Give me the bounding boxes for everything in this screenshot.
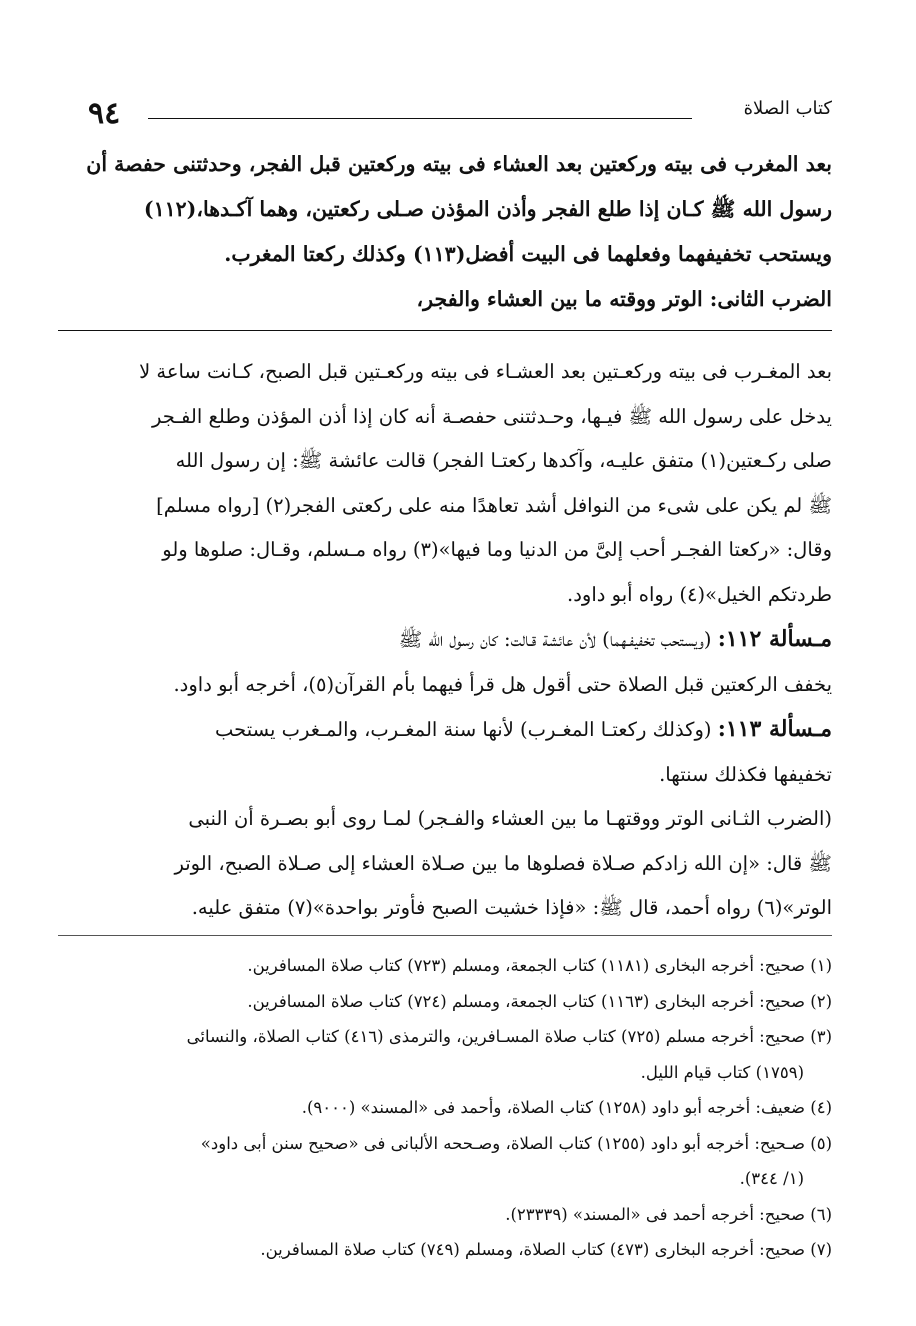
matn-line: رسول الله ﷺ كـان إذا طلع الفجر وأذن المؤذن صـلى ركعتين، وهما آكـدها،(١١٢) — [143, 197, 832, 221]
commentary-line: ﷺ لم يكن على شىء من النوافل أشد تعاهدًا منه على ركعتى الفجر(٢) [رواه مسلم] — [156, 493, 832, 517]
commentary-line: (الضرب الثـانى الوتر ووقتهـا ما بين العشاء والفـجر) لمـا روى أبو بصـرة أن النبى — [188, 807, 832, 830]
page-header — [88, 96, 832, 136]
commentary-line: طردتكم الخيل»(٤) رواه أبو داود. — [567, 582, 832, 606]
footnote: (٧) صحيح: أخرجه البخارى (٤٧٣) كتاب الصلاة، ومسلم (٧٤٩) كتاب صلاة المسافرين. — [260, 1240, 832, 1259]
commentary-line: يدخل على رسول الله ﷺ فيـها، وحـدثتنى حفصـة أنه كان إذا أذن المؤذن وطلع الفـجر — [152, 404, 832, 428]
footnote: (٢) صحيح: أخرجه البخارى (١١٦٣) كتاب الجمعة، ومسلم (٧٢٤) كتاب صلاة المسافرين. — [247, 991, 832, 1011]
commentary-line: يخفف الركعتين قبل الصلاة حتى أقول هل قرأ فيهما بأم القرآن(٥)، أخرجه أبو داود. — [173, 672, 832, 696]
masala-112-text: (ويستحب تخفيفـهما) لأن عائشة قـالت: كان رسول الله ﷺ — [398, 628, 712, 651]
commentary-line: تخفيفها فكذلك سنتها. — [659, 762, 832, 786]
commentary-text — [139, 350, 832, 931]
page-number: ٩٤ — [88, 96, 121, 131]
footnote-continuation: (١٧٥٩) كتاب قيام الليل. — [640, 1062, 804, 1082]
matn-line: ويستحب تخفيفهما وفعلهما فى البيت أفضل(١١٣) وكذلك ركعتا المغرب. — [224, 242, 832, 266]
matn-line: بعد المغرب فى بيته وركعتين بعد العشاء فى بيته وركعتين قبل الفجر، وحدثتنى حفصة أن — [86, 152, 832, 176]
footnotes — [187, 948, 832, 1268]
running-title: كتاب الصلاة — [743, 98, 832, 119]
footnote: (١) صحيح: أخرجه البخارى (١١٨١) كتاب الجمعة، ومسلم (٧٢٣) كتاب صلاة المسافرين. — [247, 956, 832, 975]
commentary-line: ﷺ قال: «إن الله زادكم صـلاة فصلوها ما بين صـلاة العشاء إلى صـلاة الصبح، الوتر — [174, 851, 832, 875]
footnote: (٥) صـحيح: أخرجه أبو داود (١٢٥٥) كتاب الصلاة، وصـححه الألبانى فى «صحيح سنن أبى داود» — [200, 1133, 832, 1153]
matn-line: الضرب الثانى: الوتر ووقته ما بين العشاء والفجر، — [416, 287, 832, 311]
masala-112-line — [139, 617, 832, 663]
footnote: (٣) صحيح: أخرجه مسلم (٧٢٥) كتاب صلاة المسـافرين، والترمذى (٤١٦) كتاب الصلاة، والنسائى — [186, 1027, 832, 1046]
masala-113-label: مـسألة ١١٣: — [717, 716, 832, 742]
header-rule — [148, 118, 692, 119]
masala-113-line — [139, 707, 832, 753]
footnote: (٤) ضعيف: أخرجه أبو داود (١٢٥٨) كتاب الصلاة، وأحمد فى «المسند» (٩٠٠٠). — [301, 1098, 832, 1117]
footnote-divider — [58, 935, 832, 936]
matn-text — [86, 142, 832, 322]
commentary-line: صلى ركـعتين(١) متفق عليـه، وآكدها ركعتـا الفجر) قالت عائشة ﷺ: إن رسول الله — [175, 449, 832, 472]
footnote: (٦) صحيح: أخرجه أحمد فى «المسند» (٢٣٣٣٩). — [505, 1204, 832, 1224]
footnote-continuation: (١/ ٣٤٤). — [739, 1169, 804, 1188]
masala-112-label: مـسألة ١١٢: — [717, 626, 832, 652]
section-divider — [58, 330, 832, 331]
masala-113-text: (وكذلك ركعتـا المغـرب) لأنها سنة المغـرب، والمـغرب يستحب — [215, 718, 712, 741]
commentary-line: الوتر»(٦) رواه أحمد، قال ﷺ: «فإذا خشيت الصبح فأوتر بواحدة»(٧) متفق عليه. — [191, 896, 832, 919]
commentary-line: بعد المغـرب فى بيته وركعـتين بعد العشـاء فى بيته وركعـتين قبل الصبح، كـانت ساعة لا — [139, 360, 832, 383]
commentary-line: وقال: «ركعتا الفجـر أحب إلىَّ من الدنيا وما فيها»(٣) رواه مـسلم، وقـال: صلوها ولو — [162, 538, 832, 561]
